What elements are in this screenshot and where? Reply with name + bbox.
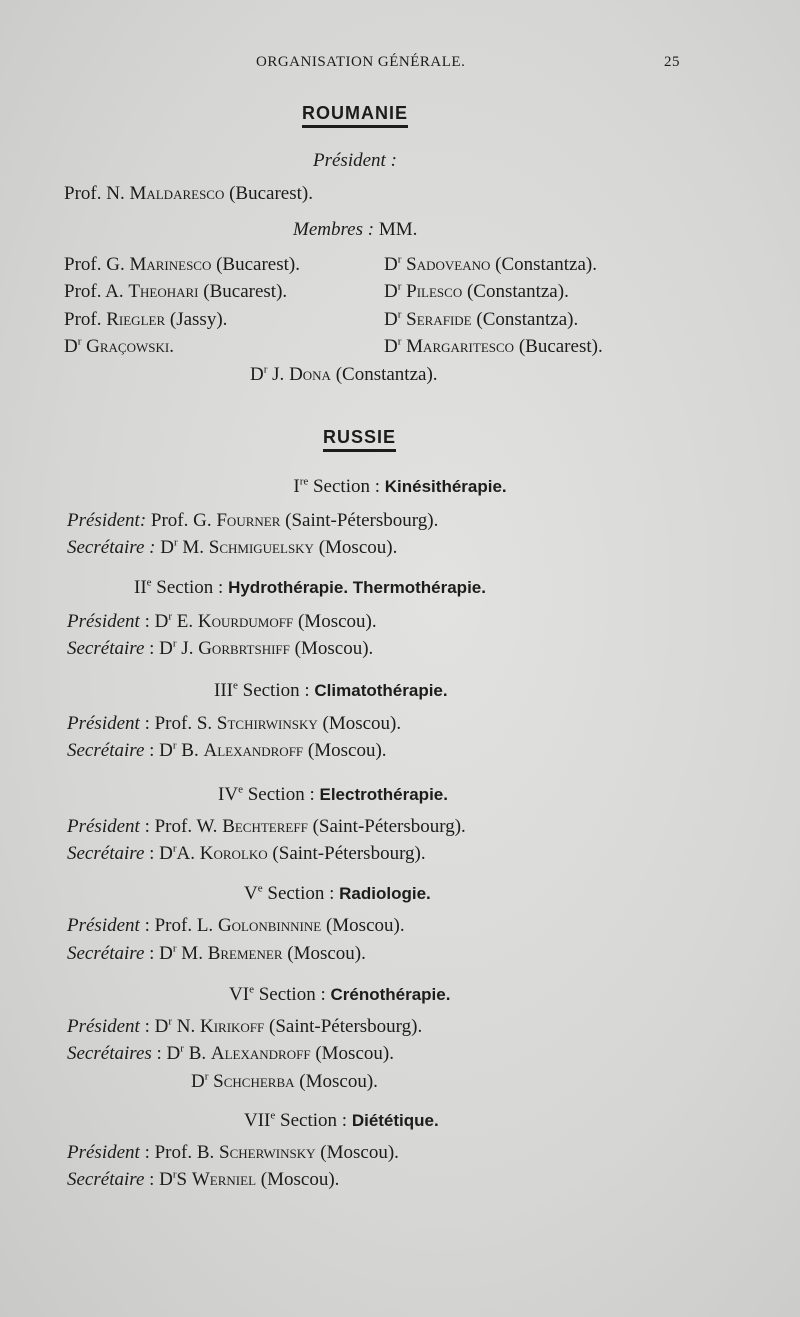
member-right-4: $D^r$ Margaritesco (Bucarest). [384,335,603,357]
section-title-1: Ire Section : Kinésithérapie. [293,475,507,497]
section-3-president: Président : Prof. S. Stchirwinsky (Moscou). [67,713,402,734]
section-6-secretaire-1: Secrétaires : $D^r$ B. Alexandroff (Moscou). [67,1042,394,1064]
section-title-6: VIe Section : Crénothérapie. [229,983,451,1005]
header-title: ORGANISATION GÉNÉRALE. [256,54,466,70]
section-3-secretaire: Secrétaire : $D^r$ B. Alexandroff (Moscou). [67,739,387,761]
member-left-2: Prof. A. Theohari (Bucarest). [64,281,288,302]
section-5-secretaire: Secrétaire : $D^r$ M. Bremener (Moscou). [67,942,366,964]
country-heading-roumanie: ROUMANIE [302,103,408,124]
section-4-president: Président : Prof. W. Bechtereff (Saint-Pétersbourg). [67,816,466,837]
member-left-1: Prof. G. Marinesco (Bucarest). [64,254,300,275]
section-5-president: Président : Prof. L. Golonbinnine (Moscou). [67,915,405,936]
section-title-4: IVe Section : Electrothérapie. [218,783,448,805]
member-right-1: $D^r$ Sadoveano (Constantza). [384,253,597,275]
section-7-president: Président : Prof. B. Scherwinsky (Moscou). [67,1142,399,1163]
member-right-3: $D^r$ Serafide (Constantza). [384,308,579,330]
section-6-president: Président : $D^r$ N. Kirikoff (Saint-Pétersbourg). [67,1015,423,1037]
member-left-3: Prof. Riegler (Jassy). [64,309,228,330]
member-right-2: $D^r$ Pilesco (Constantza). [384,280,569,302]
section-4-secretaire: Secrétaire : $D^rA$. Korolko (Saint-Pétersbourg). [67,842,426,864]
section-2-president: Président : $D^r$ E. Kourdumoff (Moscou). [67,610,377,632]
section-1-secretaire: Secrétaire : $D^r$ M. Schmiguelsky (Moscou). [67,536,398,558]
member-last: $D^r$ J. Dona (Constantza). [250,363,438,385]
section-title-7: VIIe Section : Diététique. [244,1109,439,1131]
section-2-secretaire: Secrétaire : $D^r$ J. Gorbrtshiff (Moscou). [67,637,374,659]
member-left-4: $D^r$ Graçowski. [64,335,174,357]
roumanie-membres-heading: Membres : MM. [293,219,418,240]
section-title-2: IIe Section : Hydrothérapie. Thermothérapie. [134,576,486,598]
section-6-secretaire-2: $D^r$ Schcherba (Moscou). [191,1070,378,1092]
roumanie-president-label: Président : [313,150,397,171]
page-number: 25 [664,54,680,70]
section-title-3: IIIe Section : Climatothérapie. [214,679,448,701]
section-7-secretaire: Secrétaire : $D^rS$ Werniel (Moscou). [67,1168,340,1190]
roumanie-president: Prof. N. Maldaresco (Bucarest). [64,183,313,204]
section-1-president: Président: Prof. G. Fourner (Saint-Pétersbourg). [67,510,439,531]
country-heading-russie: RUSSIE [323,427,396,448]
section-title-5: Ve Section : Radiologie. [244,882,431,904]
